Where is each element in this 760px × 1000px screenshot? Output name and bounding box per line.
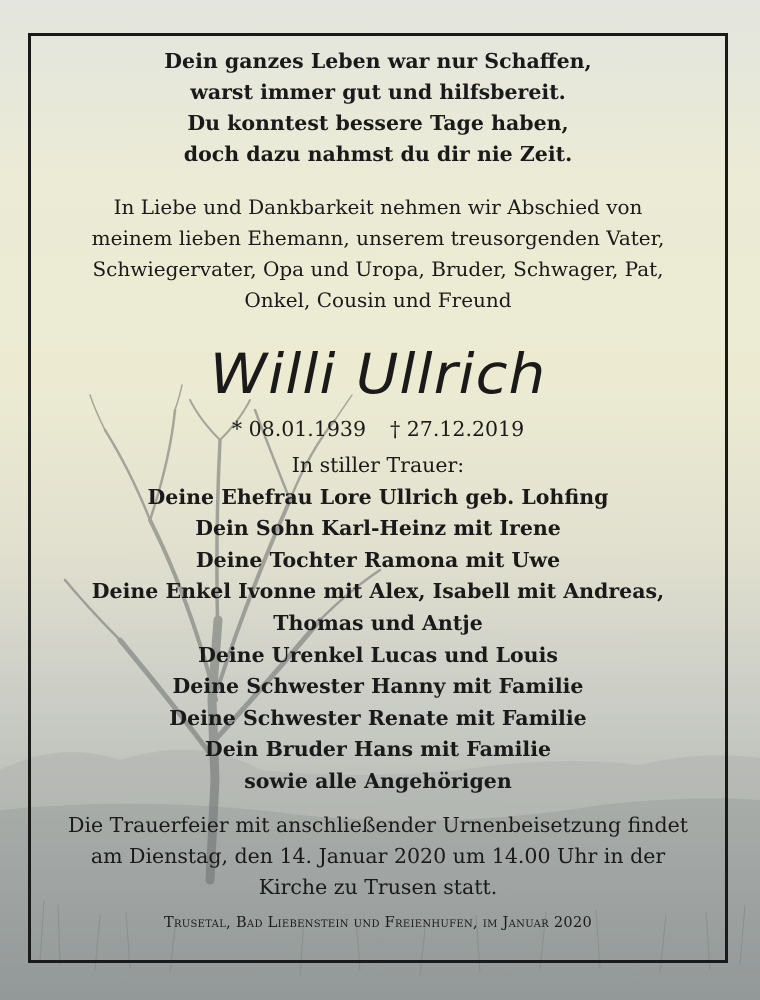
life-dates	[28, 414, 728, 444]
mourner-line: sowie alle Angehörigen	[244, 768, 512, 793]
intro-line: Onkel, Cousin und Freund	[244, 288, 512, 312]
mourners-heading: In stiller Trauer:	[291, 453, 465, 477]
mourners-list	[28, 450, 728, 798]
mourner-line: Dein Sohn Karl-Heinz mit Irene	[195, 516, 561, 541]
poem-line: Du konntest bessere Tage haben,	[187, 111, 569, 135]
poem-line: warst immer gut und hilfsbereit.	[190, 80, 566, 104]
birth-date: * 08.01.1939	[231, 417, 366, 441]
mourner-line: Thomas und Antje	[273, 610, 483, 635]
mourner-line: Deine Schwester Hanny mit Familie	[172, 674, 584, 699]
poem-line: Dein ganzes Leben war nur Schaffen,	[164, 49, 592, 73]
funeral-details	[28, 810, 728, 903]
mourner-line: Deine Schwester Renate mit Familie	[169, 705, 587, 730]
farewell-intro	[28, 192, 728, 316]
mourner-line: Deine Enkel Ivonne mit Alex, Isabell mit Andreas,	[91, 579, 665, 604]
obituary-notice	[28, 33, 728, 935]
intro-line: meinem lieben Ehemann, unserem treusorgenden Vater,	[91, 226, 665, 250]
death-date: † 27.12.2019	[390, 417, 525, 441]
mourner-line: Deine Urenkel Lucas und Louis	[198, 642, 558, 667]
deceased-name: Willi Ullrich	[209, 341, 547, 407]
place-and-date: Trusetal, Bad Liebenstein und Freienhufen, im Januar 2020	[163, 914, 592, 931]
ceremony-line: Die Trauerfeier mit anschließender Urnenbeisetzung findet	[68, 812, 688, 837]
intro-line: Schwiegervater, Opa und Uropa, Bruder, Schwager, Pat,	[92, 257, 664, 281]
intro-line: In Liebe und Dankbarkeit nehmen wir Abschied von	[113, 195, 643, 219]
mourner-line: Deine Ehefrau Lore Ullrich geb. Lohfing	[147, 484, 609, 509]
ceremony-line: am Dienstag, den 14. Januar 2020 um 14.00 Uhr in der	[90, 843, 666, 868]
mourner-line: Dein Bruder Hans mit Familie	[204, 737, 552, 762]
ceremony-line: Kirche zu Trusen statt.	[258, 874, 498, 899]
mourner-line: Deine Tochter Ramona mit Uwe	[195, 547, 561, 572]
poem-line: doch dazu nahmst du dir nie Zeit.	[183, 142, 573, 166]
memorial-poem	[28, 46, 728, 170]
